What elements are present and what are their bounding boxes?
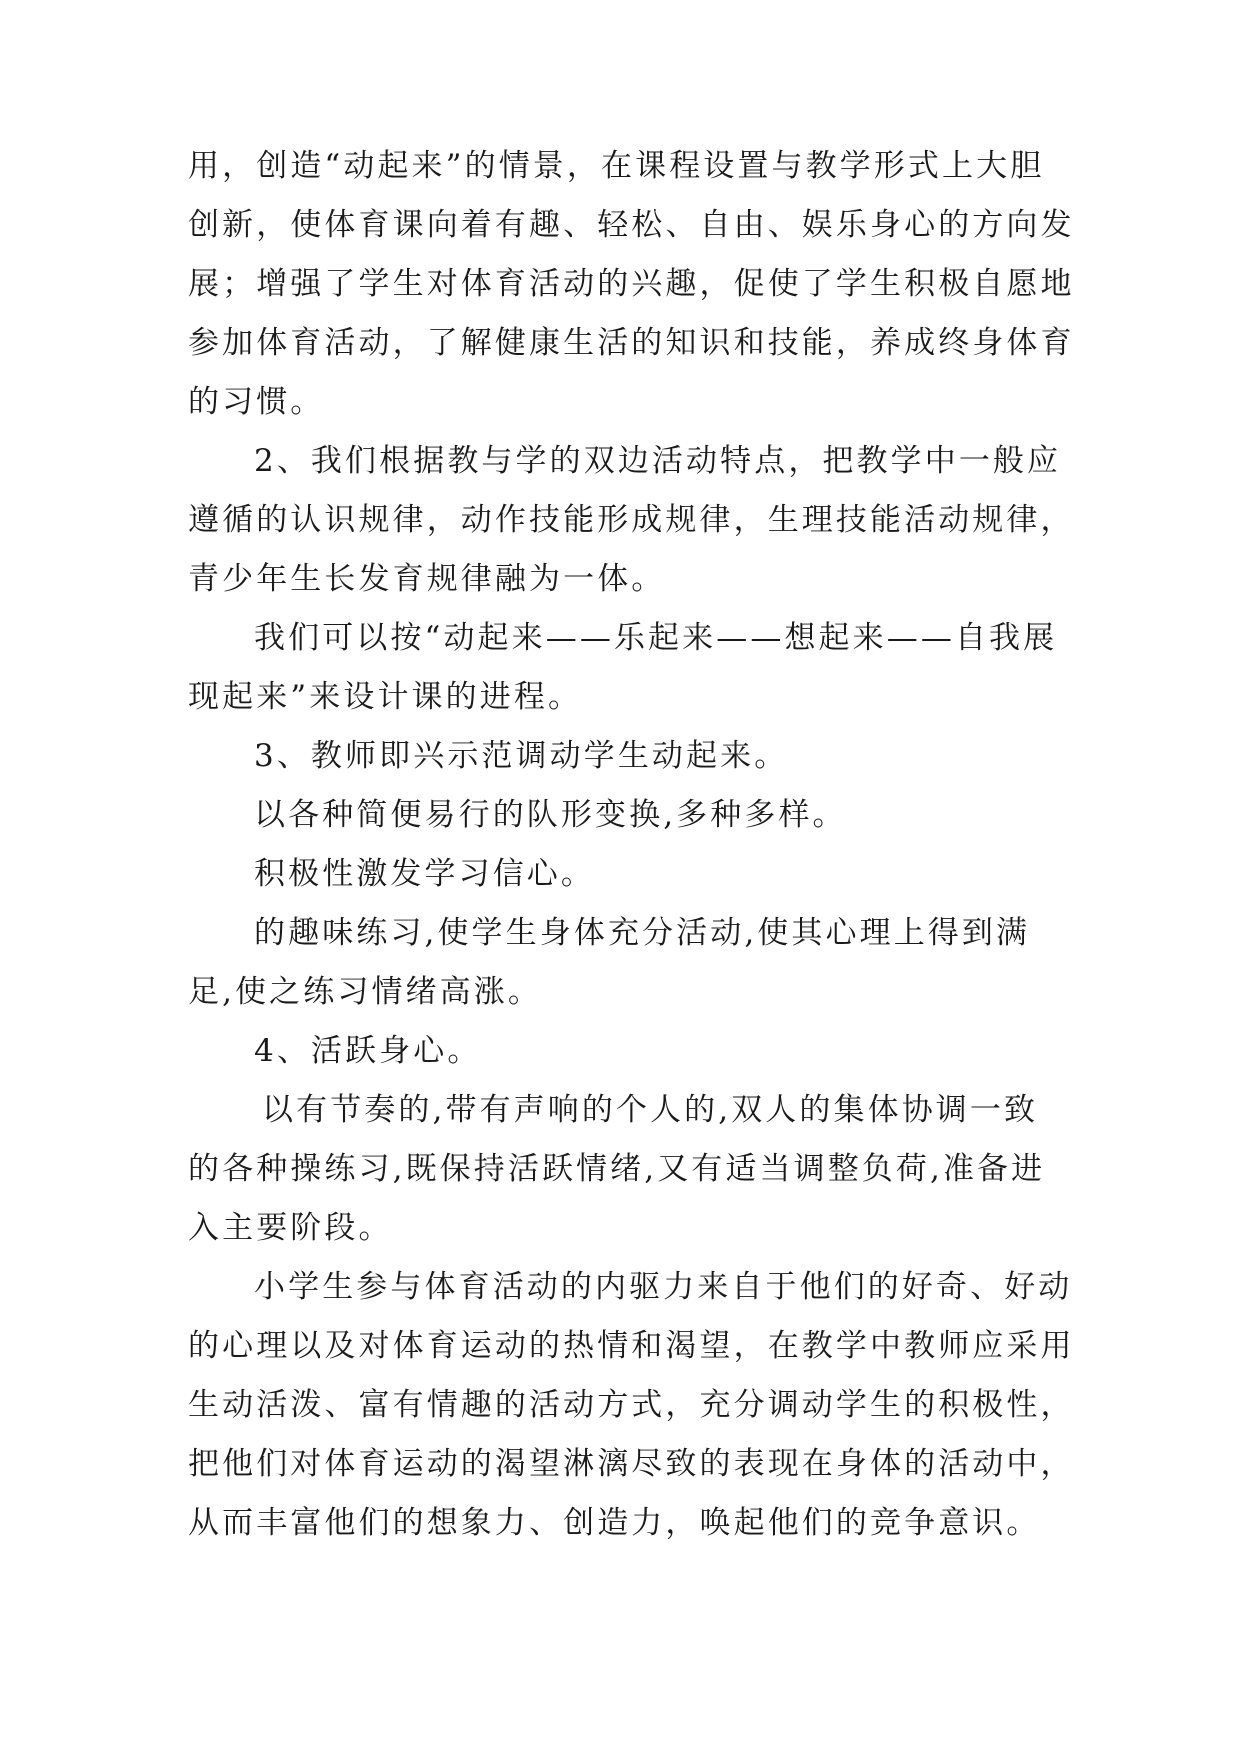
text-line: 的心理以及对体育运动的热情和渴望，在教学中教师应采用 — [188, 1328, 1075, 1364]
text-line: 的各种操练习,既保持活跃情绪,又有适当调整负荷,准备进 — [188, 1151, 1046, 1187]
text-line: 用，创造“动起来”的情景，在课程设置与教学形式上大胆 — [188, 148, 1045, 184]
text-line: 3、教师即兴示范调动学生动起来。 — [254, 738, 789, 774]
text-line: 积极性激发学习信心。 — [254, 856, 595, 892]
text-line: 青少年生长发育规律融为一体。 — [188, 561, 666, 597]
text-line: 足,使之练习情绪高涨。 — [188, 974, 542, 1010]
text-line: 4、活跃身心。 — [254, 1033, 482, 1069]
text-line: 小学生参与体育活动的内驱力来自于他们的好奇、好动 — [254, 1269, 1073, 1305]
text-line: 创新，使体育课向着有趣、轻松、自由、娱乐身心的方向发 — [188, 207, 1075, 243]
text-line: 参加体育活动，了解健康生活的知识和技能，养成终身体育 — [188, 325, 1075, 361]
text-line: 以有节奏的,带有声响的个人的,双人的集体协调一致 — [262, 1092, 1039, 1128]
text-line: 现起来”来设计课的进程。 — [188, 679, 583, 715]
text-line: 的趣味练习,使学生身体充分活动,使其心理上得到满 — [254, 915, 1031, 951]
text-line: 遵循的认识规律，动作技能形成规律，生理技能活动规律， — [188, 502, 1075, 538]
text-line: 把他们对体育运动的渴望淋漓尽致的表现在身体的活动中， — [188, 1446, 1075, 1482]
text-line: 的习惯。 — [188, 384, 325, 420]
text-line: 生动活泼、富有情趣的活动方式，充分调动学生的积极性， — [188, 1387, 1075, 1423]
text-line: 展；增强了学生对体育活动的兴趣，促使了学生积极自愿地 — [188, 266, 1075, 302]
text-line: 我们可以按“动起来——乐起来——想起来——自我展 — [254, 620, 1058, 656]
text-line: 以各种简便易行的队形变换,多种多样。 — [254, 797, 847, 833]
text-line: 入主要阶段。 — [188, 1210, 393, 1246]
text-line: 从而丰富他们的想象力、创造力，唤起他们的竞争意识。 — [188, 1505, 1041, 1541]
text-line: 2、我们根据教与学的双边活动特点，把教学中一般应 — [254, 443, 1062, 479]
